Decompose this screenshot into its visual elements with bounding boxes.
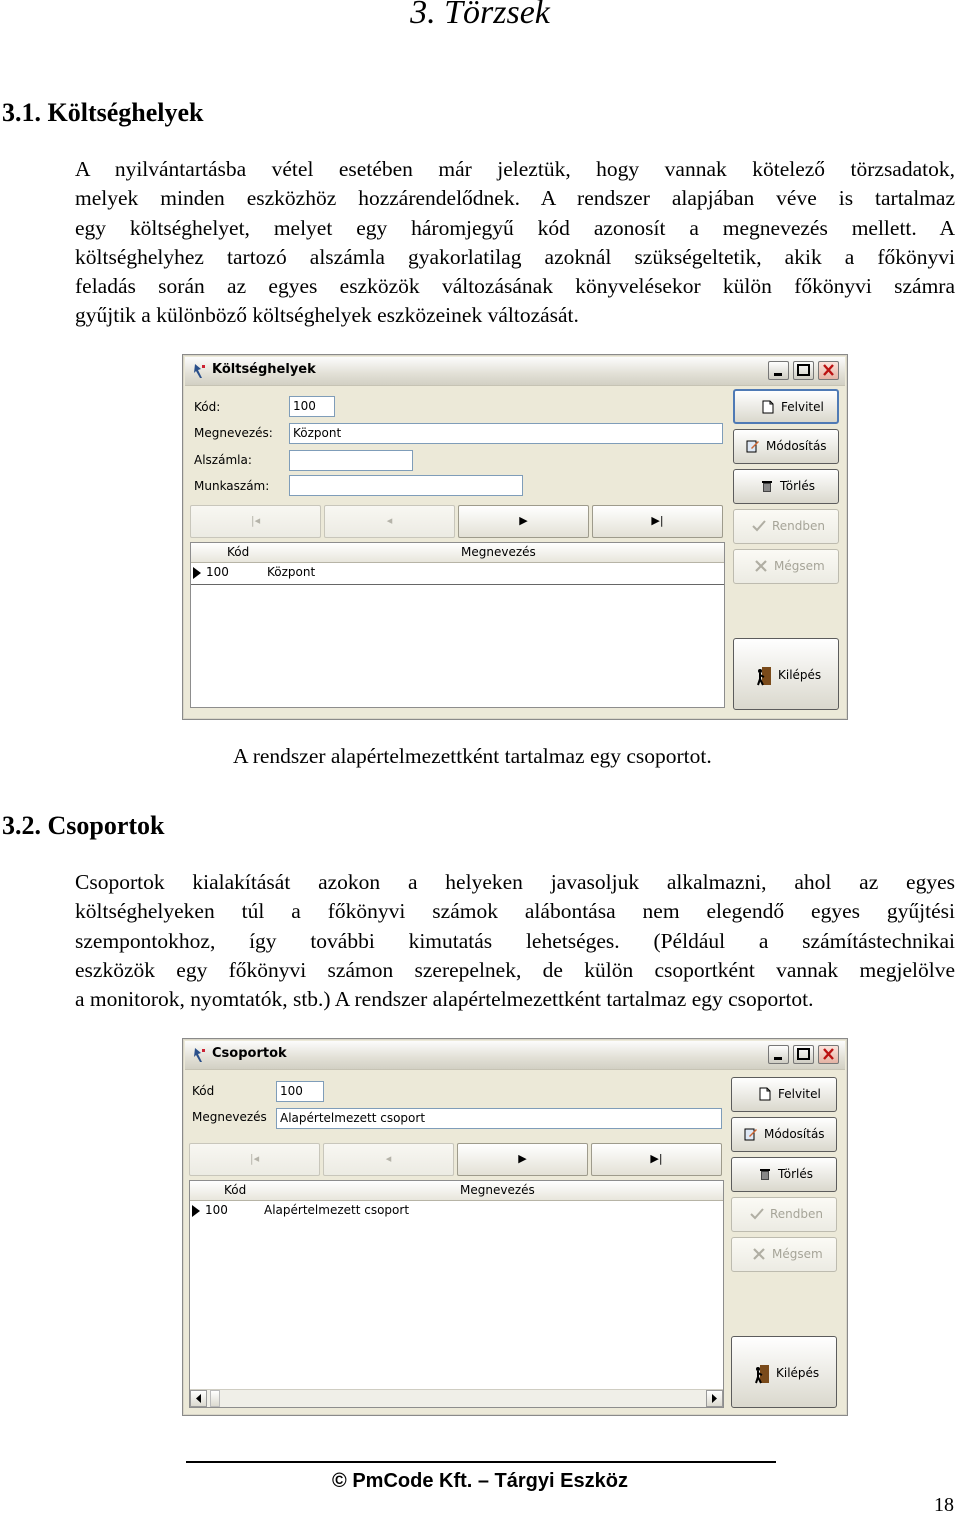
modositas-label: Módosítás [766,439,827,453]
text-line: eszközök egy főkönyvi számon szerepelnek, de külön csoportként vannak megjelölve [75,957,955,982]
minimize-icon [769,1046,788,1063]
maximize-icon [794,362,813,379]
grid-header [191,543,724,563]
section-heading-koltseghelyek: 3.1. Költséghelyek [2,98,204,127]
next-record-button[interactable]: ▶ [457,1143,588,1176]
edit-icon [746,439,760,453]
text-line: költséghelyeken túl a főkönyvi számok alábontása nem elegendő egyes gyűjtési [75,899,955,924]
first-record-button[interactable]: |◂ [189,1143,320,1176]
megnevezes-label: Megnevezés [192,1110,267,1124]
first-record-button[interactable]: |◂ [190,505,321,538]
kilepes-label: Kilépés [778,668,822,682]
torles-button[interactable] [731,1157,837,1192]
megsem-label: Mégsem [772,1247,823,1261]
megsem-button[interactable] [731,1237,837,1272]
cancel-x-icon [752,1247,766,1261]
cell-kod: 100 [206,565,229,579]
text-line: feladás során az egyes eszközök változásának könyvelésekor külön főkönyvi számra [75,274,955,299]
torles-label: Törlés [778,1167,814,1181]
window-title: Költséghelyek [212,362,316,377]
rendben-label: Rendben [772,519,826,533]
felvitel-label: Felvitel [778,1087,821,1101]
grid-header [190,1181,723,1201]
csoportok-window [182,1038,848,1416]
text-line: melyek minden eszközhöz hozzárendelődnek. A rendszer alapjában véve is tartalmaz [75,186,955,211]
new-document-icon [758,1087,772,1101]
window-caption: A rendszer alapértelmezettként tartalmaz egy csoportot. [233,744,712,768]
modositas-label: Módosítás [764,1127,825,1141]
minimize-icon [769,362,788,379]
megnevezes-input[interactable]: Központ [289,423,723,444]
maximize-button[interactable] [793,1045,814,1064]
close-button[interactable] [818,361,839,380]
app-icon [193,1047,207,1063]
paragraph-csoportok [75,868,955,1014]
felvitel-label: Felvitel [781,400,824,414]
torles-button[interactable] [733,469,839,504]
alszamla-label: Alszámla: [194,453,252,467]
chapter-title: 3. Törzsek [410,0,550,31]
last-record-button[interactable]: ▶| [592,505,723,538]
exit-door-icon [756,666,772,686]
scroll-right-button[interactable] [706,1390,723,1407]
page-number: 18 [934,1494,954,1516]
scroll-left-button[interactable] [190,1390,207,1407]
footer-text: © PmCode Kft. – Tárgyi Eszköz [332,1470,628,1492]
last-record-button[interactable]: ▶| [591,1143,722,1176]
new-document-icon [761,400,775,414]
megsem-label: Mégsem [774,559,825,573]
row-pointer-icon [192,1205,200,1217]
felvitel-button[interactable] [731,1077,837,1112]
trash-icon [758,1167,772,1181]
felvitel-button[interactable] [733,389,839,424]
text-line: a monitorok, nyomtatók, stb.) A rendszer alapértelmezettként tartalmaz egy csoportot. [75,987,814,1012]
text-line: gyűjtik a különböző költséghelyek eszközeinek változását. [75,303,579,328]
records-grid[interactable] [189,1180,724,1408]
megnevezes-label: Megnevezés: [194,426,273,440]
checkmark-icon [750,1207,764,1221]
modositas-button[interactable] [733,429,839,464]
torles-label: Törlés [780,479,816,493]
row-pointer-icon [193,567,201,579]
koltseghelyek-window [182,354,848,720]
app-icon [193,363,207,379]
kod-label: Kód [192,1084,215,1098]
kilepes-label: Kilépés [776,1366,820,1380]
title-bar[interactable] [185,357,845,386]
table-row[interactable] [191,563,724,585]
horizontal-scrollbar[interactable] [190,1389,723,1407]
rendben-label: Rendben [770,1207,824,1221]
col-header-megnevezes[interactable]: Megnevezés [460,1183,535,1197]
cancel-x-icon [754,559,768,573]
cell-megnevezes: Központ [267,565,316,579]
close-icon [819,1046,838,1063]
window-title: Csoportok [212,1046,287,1061]
cell-kod: 100 [205,1203,228,1217]
col-header-megnevezes[interactable]: Megnevezés [461,545,536,559]
close-icon [819,362,838,379]
checkmark-icon [752,519,766,533]
text-line: költséghelyhez tartozó alszámla gyakorlatilag azoknál szükségeltetik, akik a főkönyvi [75,244,955,269]
table-row[interactable] [190,1201,723,1222]
paragraph-koltseghelyek [75,155,955,331]
cell-megnevezes: Alapértelmezett csoport [264,1203,410,1217]
scroll-right-icon [707,1391,722,1406]
minimize-button[interactable] [768,1045,789,1064]
modositas-button[interactable] [731,1117,837,1152]
kilepes-button[interactable] [731,1336,837,1408]
close-button[interactable] [818,1045,839,1064]
text-line: szempontokhoz, így további kimutatás lehetséges. (Például a számítástechnikai [75,928,955,953]
scroll-left-icon [191,1391,206,1406]
rendben-button[interactable] [733,509,839,544]
minimize-button[interactable] [768,361,789,380]
alszamla-input[interactable] [289,450,413,471]
kilepes-button[interactable] [733,638,839,710]
footer-rule [186,1461,776,1463]
title-bar[interactable] [185,1041,845,1070]
prev-record-button[interactable]: ◂ [324,505,455,538]
kod-label: Kód: [194,400,221,414]
text-line: egy költséghelyet, melyet egy háromjegyű kód azonosít a megnevezés mellett. A [75,215,955,240]
maximize-icon [794,1046,813,1063]
exit-door-icon [754,1364,770,1384]
text-line: A nyilvántartásba vétel esetében már jeleztük, hogy vannak kötelező törzsadatok, [75,157,955,181]
megnevezes-input[interactable]: Alapértelmezett csoport [276,1108,722,1129]
rendben-button[interactable] [731,1197,837,1232]
text-line: Csoportok kialakítását azokon a helyeken javasoljuk alkalmazni, ahol az egyes [75,870,955,894]
trash-icon [760,479,774,493]
kod-input[interactable]: 100 [276,1081,324,1102]
records-grid[interactable] [190,542,725,708]
section-heading-csoportok: 3.2. Csoportok [2,811,165,840]
edit-icon [744,1127,758,1141]
col-header-kod[interactable]: Kód [227,545,250,559]
scroll-thumb[interactable] [210,1390,220,1407]
maximize-button[interactable] [793,361,814,380]
munkaszam-label: Munkaszám: [194,479,270,493]
next-record-button[interactable]: ▶ [458,505,589,538]
munkaszam-input[interactable] [289,475,523,496]
kod-input[interactable]: 100 [289,396,335,417]
prev-record-button[interactable]: ◂ [323,1143,454,1176]
col-header-kod[interactable]: Kód [224,1183,247,1197]
megsem-button[interactable] [733,549,839,584]
